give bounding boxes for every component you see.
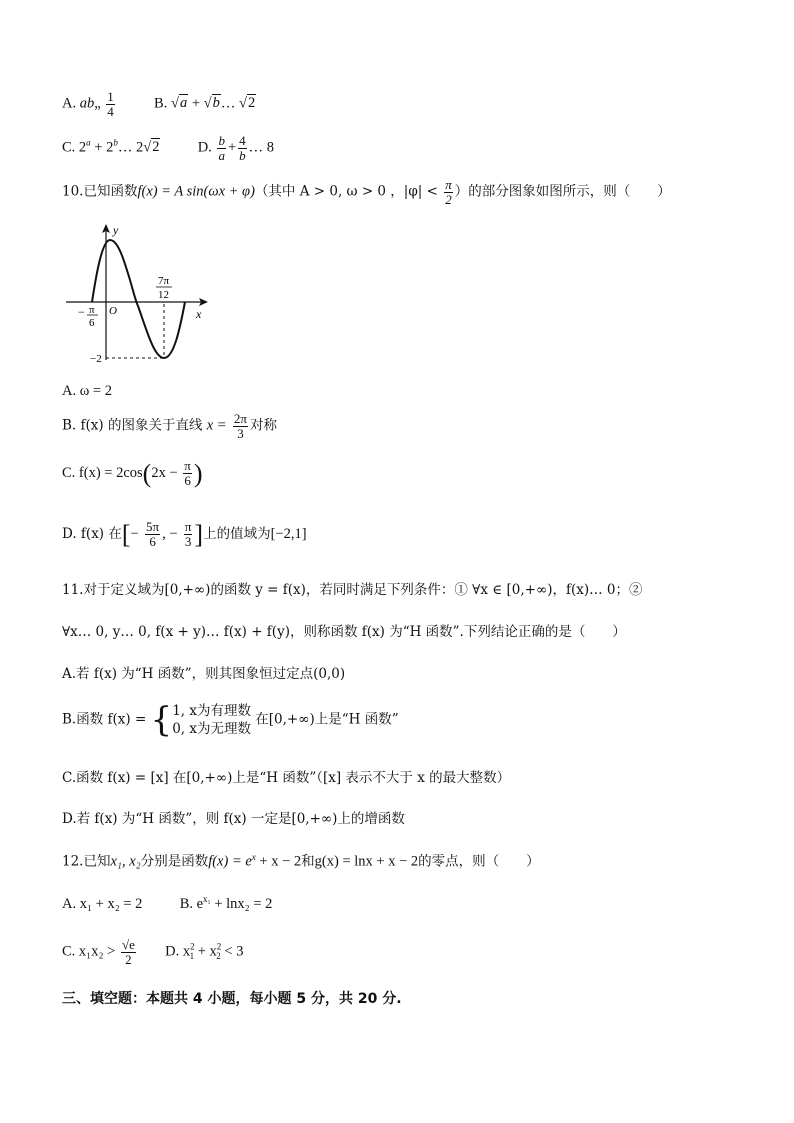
q11-optB-suffix: 在[0,+∞)上是“H 函数” xyxy=(255,711,399,728)
q12-optC-prefix: C. x₁x₂ > xyxy=(62,943,116,960)
q9-optD-label: D. xyxy=(197,139,212,156)
q9-optA-rel: „ xyxy=(94,95,101,112)
q9-optC-rhs: 2 xyxy=(135,139,144,156)
q12-stem-mid: 分别是函数 xyxy=(140,853,209,870)
q9-optD-d1: a xyxy=(218,147,225,163)
q10-optD-n2: π xyxy=(184,519,192,535)
q9-optB-b: b xyxy=(212,95,220,112)
q9-optA-num: 1 xyxy=(107,89,114,104)
q12-optB-sup: x₁ xyxy=(203,894,211,904)
q10-optB-den: 3 xyxy=(237,425,244,441)
q10-optC-den: 6 xyxy=(184,473,191,489)
q10-optC-frac xyxy=(183,459,192,487)
q10-optC-prefix: C. f(x) = 2cos xyxy=(62,464,143,481)
q12-stem-f-sup: x xyxy=(251,852,256,862)
q10-optD-n1: 5π xyxy=(146,519,160,535)
q9-optB-a: a xyxy=(179,95,188,112)
q9-optD-n2: 4 xyxy=(239,133,246,148)
q12-options-cd xyxy=(62,938,243,966)
q12-optA: A. x₁ + x₂ = 2 xyxy=(62,895,143,912)
q10-stem-frac xyxy=(444,178,453,206)
q10-optD: D. f(x) 在[− $\frac{5\pi}{6}$ , − $\frac{\pi}{3}$ ]上的值域为[−2,1] xyxy=(62,519,307,550)
label-neg-pi-num: π xyxy=(89,304,95,316)
q12-stem xyxy=(62,852,540,871)
q10-optD-suffix: 上的值域为 xyxy=(203,526,271,543)
q9-optA-label: A. xyxy=(62,95,77,112)
q12-optD-prefix: D. x xyxy=(165,943,191,960)
q11-optB: B.函数 f(x) = {1, x为有理数 0, x为无理数 在[0,+∞)上是“H 函数” xyxy=(62,700,399,741)
q9-options-cd: C. $2^a$ + $2^b\dots$ 2√2 D. $\frac{b}{a}$ + $\frac{4}{b}$ … 8 xyxy=(62,133,274,163)
q10-optB xyxy=(62,412,277,440)
q10-stem-suffix: ）的部分图象如图所示，则（ ） xyxy=(454,183,671,200)
q9-optC-sup-b: b xyxy=(113,137,118,148)
q9-options-ab: A. ab„ $\frac{1}{4}$ B. √a + √b… √2 xyxy=(62,89,256,119)
q10-optC-inner: 2x − xyxy=(151,464,178,481)
q11-optC: C.函数 f(x) = [x] 在[0,+∞)上是“H 函数”（[x] 表示不大于 x 的最大整数） xyxy=(62,770,511,786)
label-origin: O xyxy=(109,305,117,317)
q12-stem-f: f(x) = e xyxy=(208,853,252,870)
q9-optB-label: B. xyxy=(154,95,168,112)
q9-optD-frac1 xyxy=(217,134,226,162)
q12-stem-g: g(x) = lnx + x − 2 xyxy=(314,853,419,870)
q9-optC-rhs-root: 2 xyxy=(152,139,160,156)
q10-stem-prefix: 10.已知函数 xyxy=(62,183,138,200)
label-7pi-den: 12 xyxy=(158,289,169,301)
q9-optB-plus: + xyxy=(191,95,200,112)
q10-optC: C. f(x) = 2cos(2x − $\frac{\pi}{6}$ ) xyxy=(62,458,203,489)
q11-optA: A.若 f(x) 为“H 函数”，则其图象恒过定点(0,0) xyxy=(62,666,346,682)
q9-optB-rhs: 2 xyxy=(247,95,256,112)
q9-optD-frac2 xyxy=(238,134,247,162)
q11-optD: D.若 f(x) 为“H 函数”，则 f(x) 一定是[0,+∞)上的增函数 xyxy=(62,811,405,827)
q11-stem-line2: ∀x… 0, y… 0, f(x + y)… f(x) + f(y)，则称函数 f(x) 为“H 函数”.下列结论正确的是（ ） xyxy=(62,624,626,640)
q12-stem-and: 和 xyxy=(301,853,315,870)
q12-stem-suffix: 的零点，则（ ） xyxy=(418,853,540,870)
q9-optD-n1: b xyxy=(218,133,225,148)
q10-optB-eq: x = xyxy=(206,417,227,434)
q11-optB-case1: 1, x为有理数 xyxy=(172,703,251,719)
q10-optA: A. ω = 2 xyxy=(62,383,112,399)
label-min: −2 xyxy=(90,353,102,365)
q12-stem-prefix: 12.已知 xyxy=(62,853,111,870)
q12-optD-s1: 2 xyxy=(190,941,195,952)
q12-optD-rest: < 3 xyxy=(220,943,244,960)
label-y: y xyxy=(113,223,119,237)
q12-optC-den: 2 xyxy=(125,951,132,967)
q12-optC-num: √e xyxy=(121,937,135,952)
q12-optB-prefix: B. e xyxy=(179,895,204,912)
q10-optC-num: π xyxy=(184,458,191,474)
q10-optB-frac xyxy=(233,412,248,440)
q10-optB-suffix: 对称 xyxy=(249,417,277,434)
q10-optD-range: [−2,1] xyxy=(270,526,307,543)
q9-optD-rhs: 8 xyxy=(266,139,274,156)
q10-optD-neg: − xyxy=(130,526,139,543)
label-neg-pi-den: 6 xyxy=(89,317,95,329)
q10-optD-frac2 xyxy=(184,520,193,548)
q12-optC-frac xyxy=(121,938,136,966)
q10-stem-num: π xyxy=(445,177,452,192)
q10-stem-den: 2 xyxy=(445,191,452,207)
q12-optB-rest: + lnx₂ = 2 xyxy=(210,895,273,912)
q9-optD-d2: b xyxy=(239,147,246,163)
q9-optD-plus: + xyxy=(227,139,237,156)
q10-optD-d2: 3 xyxy=(184,534,192,550)
q12-stem-vars: x₁, x₂ xyxy=(110,853,141,870)
q12-stem-f-rest: + x − 2 xyxy=(255,853,302,870)
q10-optB-prefix: B. f(x) 的图象关于直线 xyxy=(62,417,203,434)
q9-optC-plus: + 2 xyxy=(90,139,114,156)
q10-optD-frac1 xyxy=(145,520,160,548)
q10-stem xyxy=(62,178,671,206)
label-neg-sign: − xyxy=(78,305,85,319)
q10-stem-cond: （其中 A > 0, ω > 0 ，|φ| < xyxy=(254,183,438,200)
section3-heading: 三、填空题：本题共 4 小题，每小题 5 分，共 20 分. xyxy=(62,991,402,1007)
q9-optB-rel: … xyxy=(220,95,236,112)
q12-optD-sub2: 2 xyxy=(216,951,221,962)
q9-optC-label: C. xyxy=(62,139,76,156)
q9-optA-den: 4 xyxy=(107,103,114,119)
q10-graph xyxy=(62,220,222,370)
q10-stem-func: f(x) = A sin(ωx + φ) xyxy=(137,183,255,200)
q9-optA-frac xyxy=(106,90,115,118)
q10-optB-num: 2π xyxy=(233,411,247,426)
q9-optC-rel: … xyxy=(117,139,133,156)
q9-optC-expr: 2 xyxy=(78,139,87,156)
label-7pi-num: 7π xyxy=(158,275,170,287)
q10-optD-d1: 6 xyxy=(149,534,156,550)
q9-optC-sup-a: a xyxy=(86,137,91,148)
q12-optD-mid: + x xyxy=(194,943,217,960)
label-x: x xyxy=(196,307,202,321)
q9-optA-expr: ab xyxy=(79,95,95,112)
q9-optD-rel: … xyxy=(248,139,264,156)
q11-optB-case2: 0, x为无理数 xyxy=(172,721,251,738)
q12-optD-s2: 2 xyxy=(216,941,222,952)
q11-optB-prefix: B.函数 f(x) = xyxy=(62,711,147,728)
q10-optD-comma: , − xyxy=(162,526,178,543)
q12-optD-sub1: 1 xyxy=(189,951,195,962)
q12-options-ab xyxy=(62,894,272,913)
q10-optD-prefix: D. f(x) 在 xyxy=(62,526,122,543)
q11-stem-line1: 11.对于定义域为[0,+∞)的函数 y = f(x)，若同时满足下列条件：① ∀x ∈ [0,+∞)，f(x)… 0；② xyxy=(62,582,643,598)
